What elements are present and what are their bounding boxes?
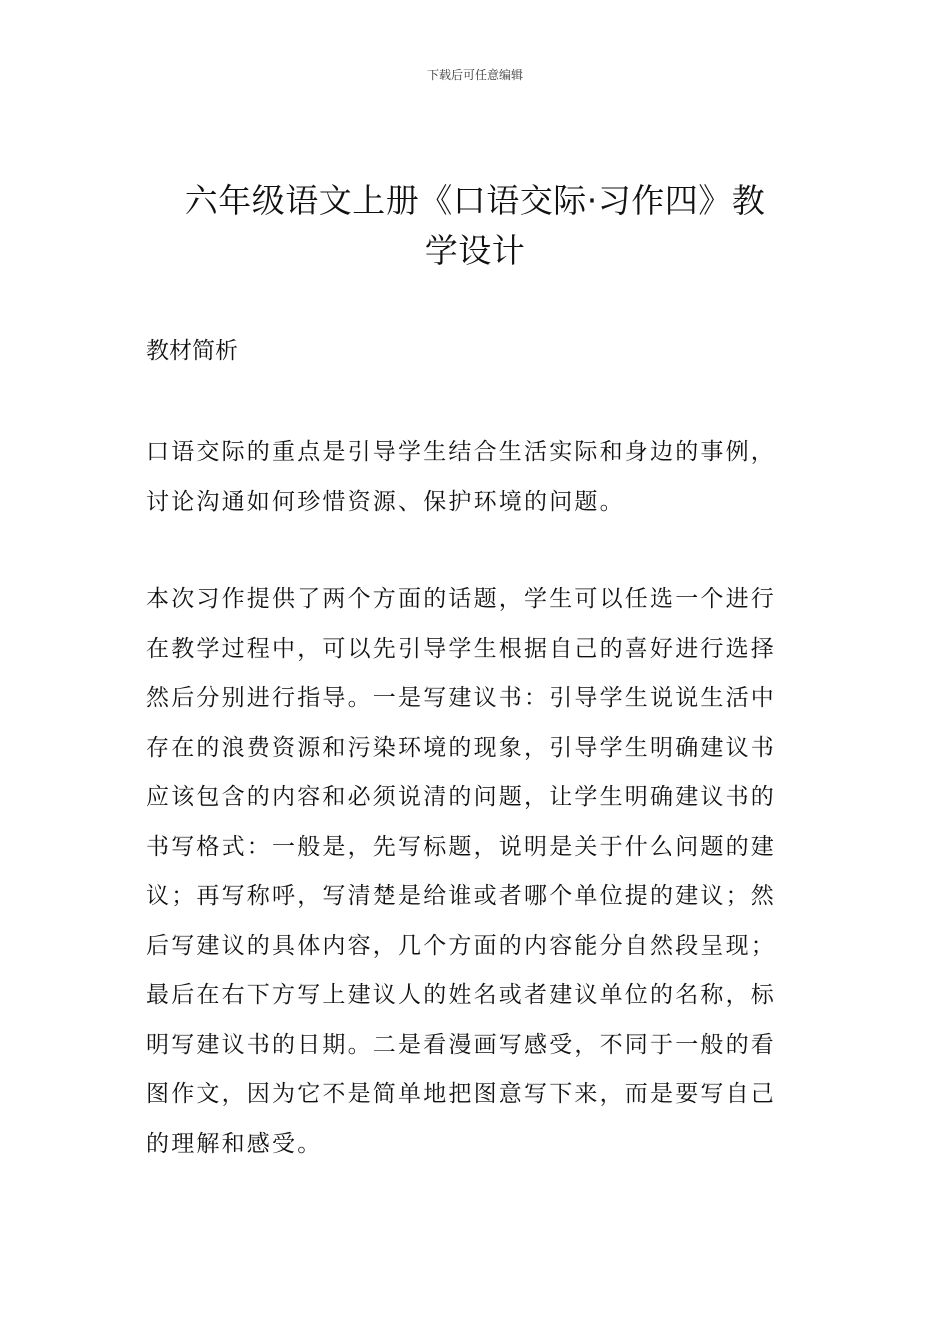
paragraph-line: 议；再写称呼，写清楚是给谁或者哪个单位提的建议；然 bbox=[146, 883, 776, 909]
document-title bbox=[140, 176, 810, 276]
paragraph-line: 图作文，因为它不是简单地把图意写下来，而是要写自己 bbox=[146, 1081, 776, 1107]
paragraph-line: 然后分别进行指导。一是写建议书：引导学生说说生活中 bbox=[146, 685, 776, 711]
section-heading: 教材简析 bbox=[146, 338, 238, 364]
paragraph-line: 书写格式：一般是，先写标题，说明是关于什么问题的建 bbox=[146, 833, 776, 860]
paragraph-line: 的理解和感受。 bbox=[146, 1130, 323, 1157]
paragraph-oral-communication bbox=[146, 428, 810, 527]
paragraph-line: 最后在右下方写上建议人的姓名或者建议单位的名称，标 bbox=[146, 982, 776, 1008]
title-line: 六年级语文上册《口语交际·习作四》教 bbox=[184, 181, 766, 220]
paragraph-line: 本次习作提供了两个方面的话题，学生可以任选一个进行 bbox=[146, 586, 776, 612]
paragraph-line: 明写建议书的日期。二是看漫画写感受，不同于一般的看 bbox=[146, 1031, 776, 1058]
paragraph-line: 讨论沟通如何珍惜资源、保护环境的问题。 bbox=[146, 488, 625, 515]
paragraph-writing-task bbox=[146, 575, 810, 1169]
title-line: 学设计 bbox=[424, 231, 526, 270]
header-note: 下载后可任意编辑 bbox=[426, 68, 523, 82]
paragraph-line: 在教学过程中，可以先引导学生根据自己的喜好进行选择 bbox=[146, 635, 776, 662]
paragraph-line: 存在的浪费资源和污染环境的现象，引导学生明确建议书 bbox=[146, 734, 776, 761]
paragraph-line: 应该包含的内容和必须说清的问题，让学生明确建议书的 bbox=[146, 784, 776, 810]
paragraph-line: 后写建议的具体内容，几个方面的内容能分自然段呈现； bbox=[146, 932, 776, 959]
paragraph-line: 口语交际的重点是引导学生结合生活实际和身边的事例， bbox=[146, 439, 776, 465]
